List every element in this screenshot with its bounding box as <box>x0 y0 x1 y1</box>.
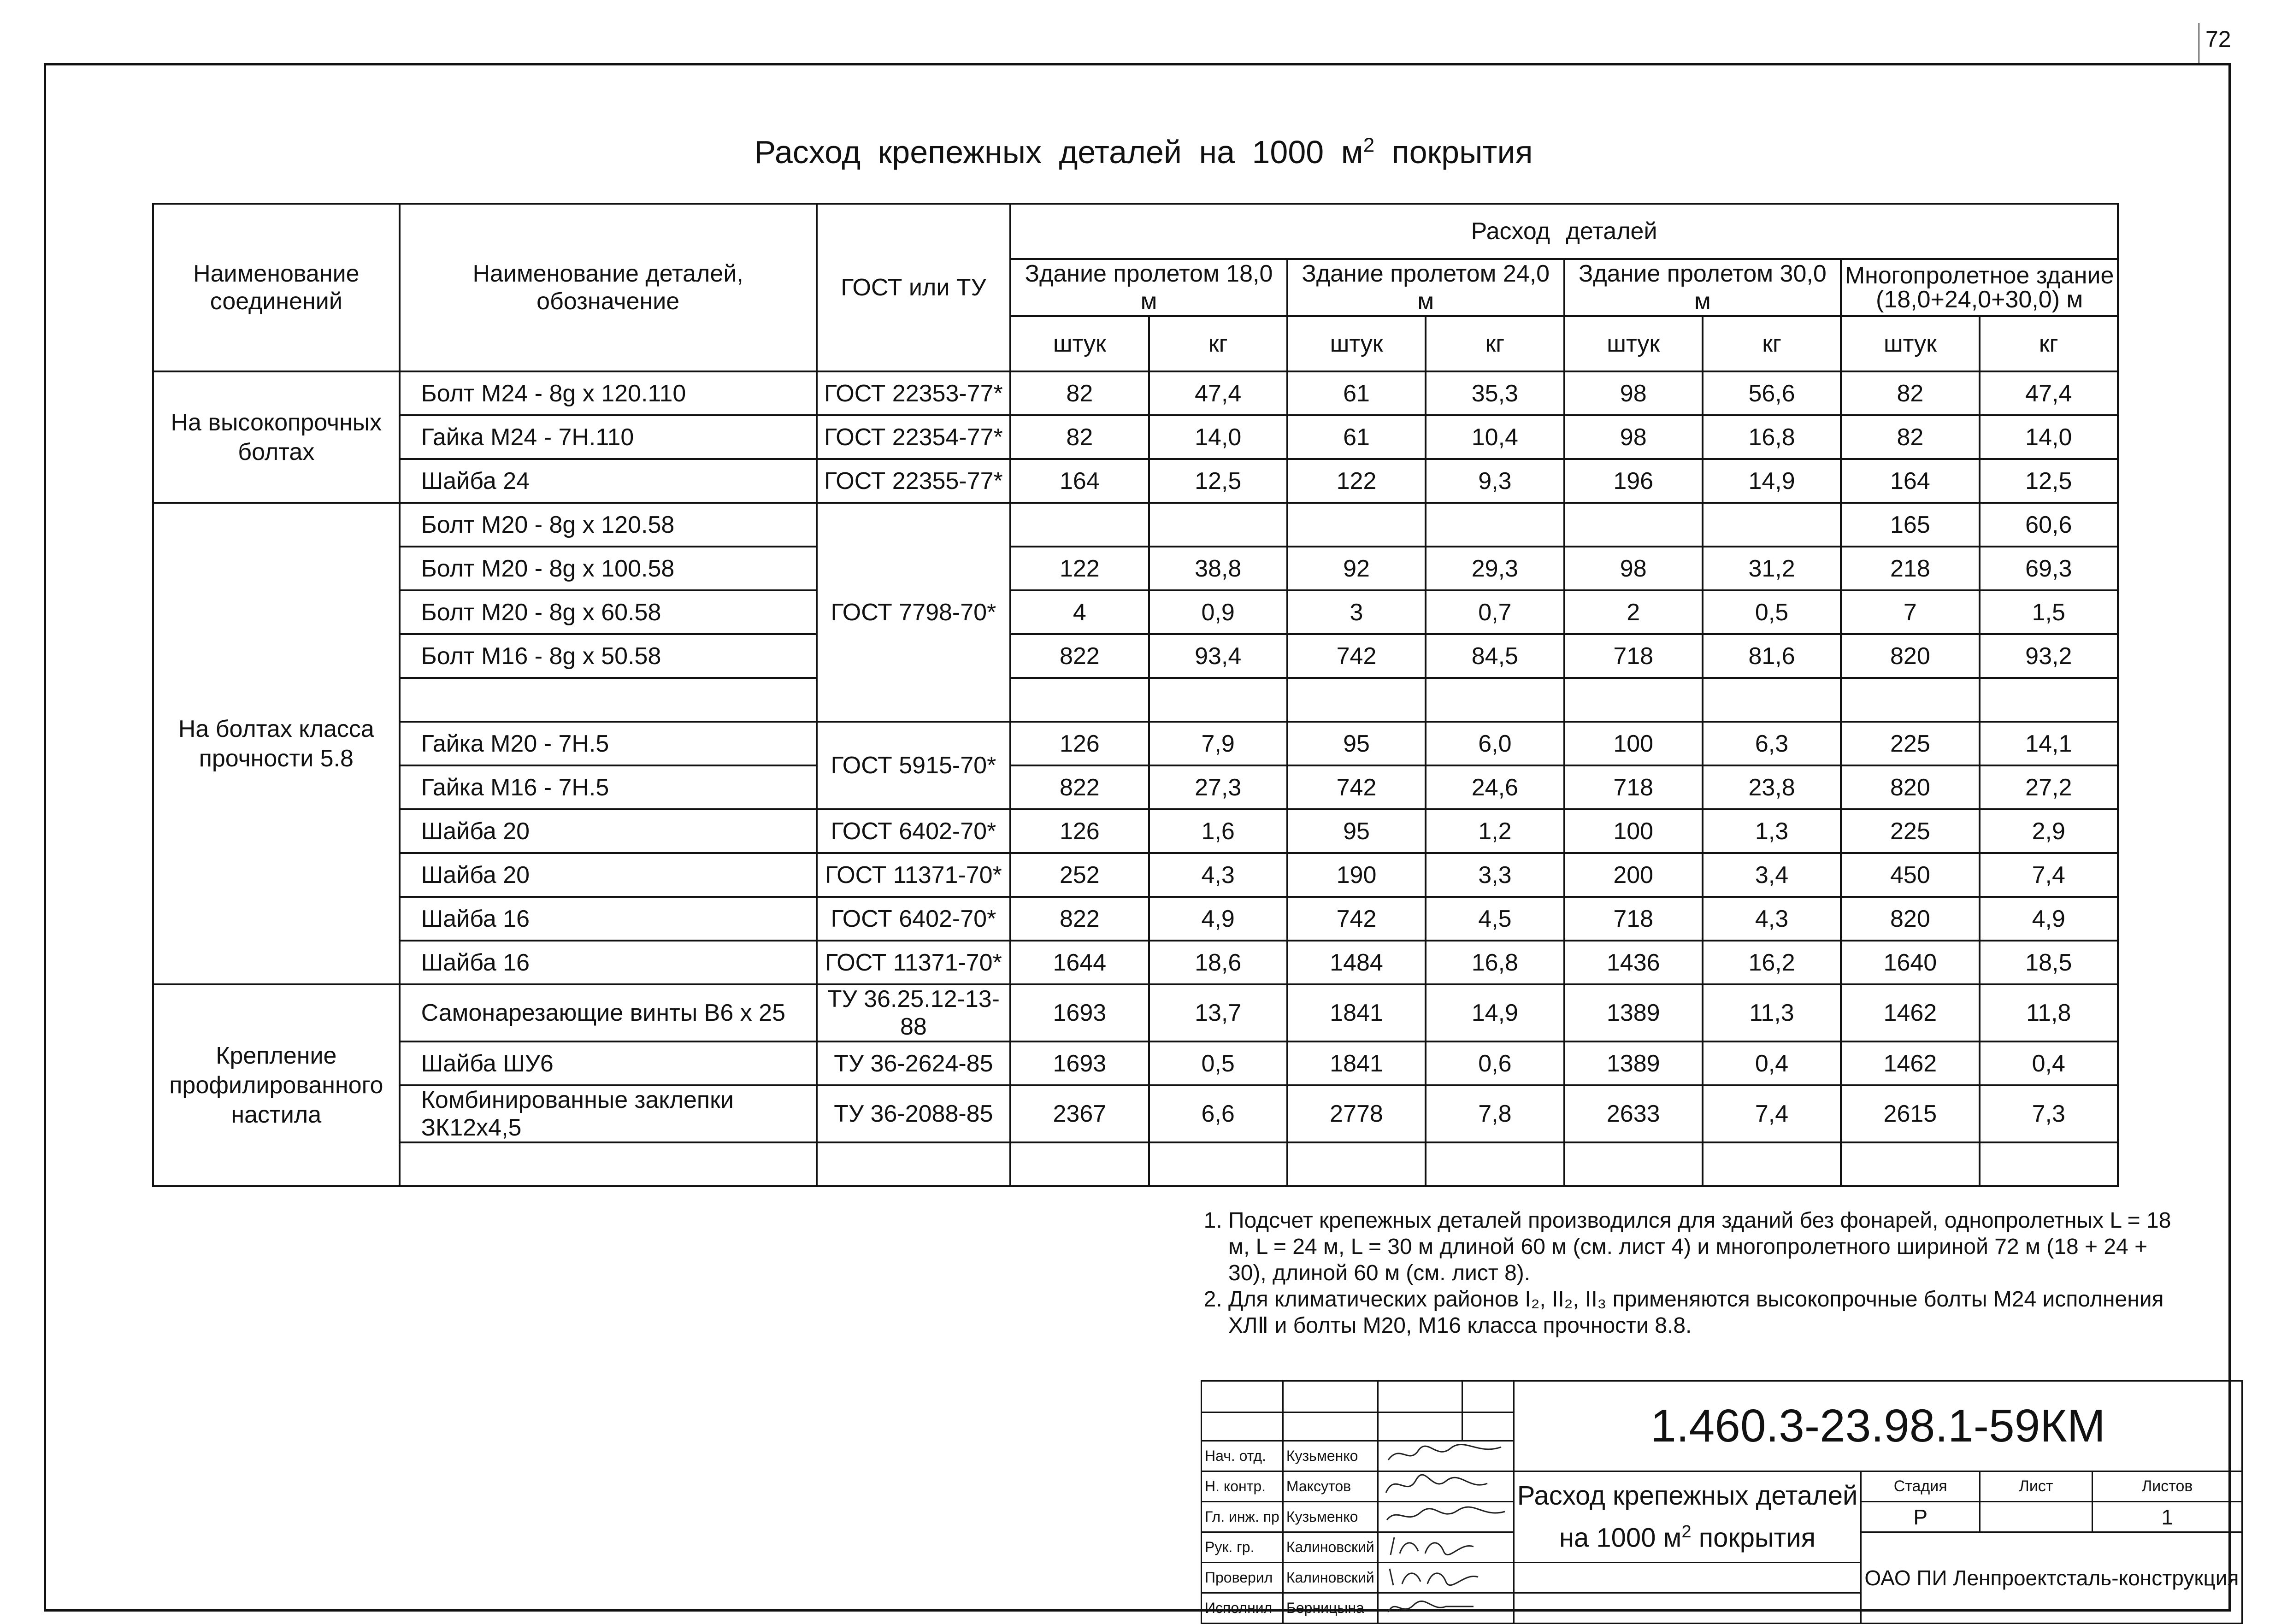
title-sup: 2 <box>1363 134 1375 157</box>
qty-pcs-cell <box>1010 678 1149 722</box>
stage-label: Стадия <box>1861 1471 1980 1502</box>
qty-pcs-cell: 1693 <box>1010 984 1149 1041</box>
mass-kg-cell: 4,9 <box>1149 897 1287 941</box>
gost-cell: ТУ 36-2624-85 <box>817 1041 1010 1085</box>
qty-pcs-cell: 1462 <box>1841 1041 1979 1085</box>
qty-pcs-cell <box>1287 503 1426 547</box>
note-item: 2. Для климатических районов I₂, II₂, II₃ применяются высокопрочные болты М24 исполнения ХЛⅡ и болты М20, М16 класса прочности 8.8. <box>1228 1286 2192 1339</box>
mass-kg-cell: 10,4 <box>1426 415 1564 459</box>
qty-pcs-cell: 1389 <box>1564 984 1703 1041</box>
fasteners-table <box>152 203 2119 1187</box>
mass-kg-cell <box>1426 503 1564 547</box>
gost-cell: ГОСТ 6402-70* <box>817 897 1010 941</box>
qty-pcs-cell: 100 <box>1564 722 1703 765</box>
signature-image <box>1378 1441 1514 1471</box>
qty-pcs-cell: 822 <box>1010 765 1149 809</box>
qty-pcs-cell: 196 <box>1564 459 1703 503</box>
qty-pcs-cell: 122 <box>1287 459 1426 503</box>
qty-pcs-cell: 218 <box>1841 547 1979 590</box>
qty-pcs-cell: 1436 <box>1564 941 1703 984</box>
qty-pcs-cell <box>1841 1142 1979 1186</box>
doc-title-line3: покрытия <box>1691 1523 1816 1553</box>
qty-pcs-cell: 225 <box>1841 722 1979 765</box>
mass-kg-cell: 6,0 <box>1426 722 1564 765</box>
qty-pcs-cell: 1484 <box>1287 941 1426 984</box>
detail-name: Шайба 20 <box>400 853 817 897</box>
table-row <box>153 853 2118 897</box>
mass-kg-cell: 1,5 <box>1980 590 2118 634</box>
qty-pcs-cell <box>1564 678 1703 722</box>
qty-pcs-cell: 225 <box>1841 809 1979 853</box>
qty-pcs-cell: 822 <box>1010 634 1149 678</box>
mass-kg-cell: 4,3 <box>1703 897 1841 941</box>
qty-pcs-cell: 126 <box>1010 722 1149 765</box>
mass-kg-cell: 93,2 <box>1980 634 2118 678</box>
title-block <box>1201 1380 2243 1624</box>
header-building-multi: Многопролетное здание (18,0+24,0+30,0) м <box>1841 259 2118 316</box>
detail-name: Гайка М24 - 7Н.110 <box>400 415 817 459</box>
qty-pcs-cell: 122 <box>1010 547 1149 590</box>
gost-cell: ГОСТ 22353-77* <box>817 371 1010 415</box>
mass-kg-cell <box>1980 1142 2118 1186</box>
qty-pcs-cell: 190 <box>1287 853 1426 897</box>
table-row <box>153 415 2118 459</box>
gost-cell: ГОСТ 11371-70* <box>817 941 1010 984</box>
mass-kg-cell <box>1703 503 1841 547</box>
table-row <box>153 459 2118 503</box>
mass-kg-cell: 14,9 <box>1426 984 1564 1041</box>
signer-name: Максутов <box>1283 1471 1378 1502</box>
signature-image <box>1378 1563 1514 1593</box>
unit-pcs: штук <box>1287 316 1426 371</box>
detail-name: Шайба ШУ6 <box>400 1041 817 1085</box>
qty-pcs-cell: 7 <box>1841 590 1979 634</box>
signer-role: Рук. гр. <box>1202 1532 1283 1563</box>
detail-name: Болт М24 - 8g x 120.110 <box>400 371 817 415</box>
signer-role: Гл. инж. пр <box>1202 1502 1283 1532</box>
mass-kg-cell: 6,3 <box>1703 722 1841 765</box>
doc-title-sup: 2 <box>1681 1522 1692 1542</box>
connection-group: Крепление профилированного настила <box>153 984 400 1186</box>
mass-kg-cell: 93,4 <box>1149 634 1287 678</box>
qty-pcs-cell: 1841 <box>1287 1041 1426 1085</box>
mass-kg-cell: 47,4 <box>1149 371 1287 415</box>
mass-kg-cell <box>1149 1142 1287 1186</box>
signature-image <box>1378 1593 1514 1624</box>
qty-pcs-cell: 820 <box>1841 634 1979 678</box>
mass-kg-cell <box>1149 503 1287 547</box>
qty-pcs-cell: 1462 <box>1841 984 1979 1041</box>
qty-pcs-cell: 2 <box>1564 590 1703 634</box>
notes <box>1201 1207 2192 1339</box>
mass-kg-cell: 12,5 <box>1980 459 2118 503</box>
signer-name: Калиновский <box>1283 1532 1378 1563</box>
table-row <box>153 1142 2118 1186</box>
gost-cell <box>817 1142 1010 1186</box>
table-row <box>153 897 2118 941</box>
mass-kg-cell: 4,5 <box>1426 897 1564 941</box>
mass-kg-cell: 18,6 <box>1149 941 1287 984</box>
qty-pcs-cell: 742 <box>1287 765 1426 809</box>
mass-kg-cell: 24,6 <box>1426 765 1564 809</box>
title-tail: покрытия <box>1391 134 1533 170</box>
sheets-value: 1 <box>2092 1502 2242 1532</box>
mass-kg-cell <box>1426 1142 1564 1186</box>
qty-pcs-cell <box>1564 503 1703 547</box>
gost-cell: ГОСТ 22355-77* <box>817 459 1010 503</box>
header-building-30: Здание пролетом 30,0 м <box>1564 259 1841 316</box>
mass-kg-cell: 69,3 <box>1980 547 2118 590</box>
table-row <box>153 809 2118 853</box>
qty-pcs-cell: 2778 <box>1287 1085 1426 1142</box>
doc-title-line2: на 1000 м <box>1559 1523 1682 1553</box>
mass-kg-cell: 6,6 <box>1149 1085 1287 1142</box>
qty-pcs-cell: 82 <box>1010 371 1149 415</box>
signer-role: Нач. отд. <box>1202 1441 1283 1471</box>
qty-pcs-cell: 61 <box>1287 371 1426 415</box>
mass-kg-cell: 27,3 <box>1149 765 1287 809</box>
qty-pcs-cell <box>1010 1142 1149 1186</box>
mass-kg-cell: 60,6 <box>1980 503 2118 547</box>
table-row <box>153 765 2118 809</box>
mass-kg-cell <box>1149 678 1287 722</box>
qty-pcs-cell: 822 <box>1010 897 1149 941</box>
unit-pcs: штук <box>1841 316 1979 371</box>
header-building-24: Здание пролетом 24,0 м <box>1287 259 1564 316</box>
table-row <box>153 547 2118 590</box>
table-row <box>153 984 2118 1041</box>
mass-kg-cell: 4,9 <box>1980 897 2118 941</box>
signer-role: Исполнил <box>1202 1593 1283 1624</box>
qty-pcs-cell: 1644 <box>1010 941 1149 984</box>
unit-pcs: штук <box>1010 316 1149 371</box>
qty-pcs-cell <box>1564 1142 1703 1186</box>
table-row <box>153 590 2118 634</box>
table-row <box>153 1085 2118 1142</box>
mass-kg-cell <box>1980 678 2118 722</box>
mass-kg-cell: 0,9 <box>1149 590 1287 634</box>
mass-kg-cell <box>1426 678 1564 722</box>
qty-pcs-cell: 98 <box>1564 415 1703 459</box>
qty-pcs-cell: 82 <box>1841 371 1979 415</box>
detail-name: Самонарезающие винты В6 x 25 <box>400 984 817 1041</box>
mass-kg-cell: 0,7 <box>1426 590 1564 634</box>
qty-pcs-cell: 100 <box>1564 809 1703 853</box>
mass-kg-cell: 1,2 <box>1426 809 1564 853</box>
table-row <box>153 1041 2118 1085</box>
mass-kg-cell: 0,5 <box>1149 1041 1287 1085</box>
qty-pcs-cell: 4 <box>1010 590 1149 634</box>
qty-pcs-cell: 718 <box>1564 765 1703 809</box>
qty-pcs-cell: 742 <box>1287 897 1426 941</box>
detail-name: Шайба 24 <box>400 459 817 503</box>
qty-pcs-cell: 1389 <box>1564 1041 1703 1085</box>
mass-kg-cell: 1,6 <box>1149 809 1287 853</box>
stage-value: Р <box>1861 1502 1980 1532</box>
mass-kg-cell: 0,4 <box>1980 1041 2118 1085</box>
qty-pcs-cell: 1693 <box>1010 1041 1149 1085</box>
mass-kg-cell: 1,3 <box>1703 809 1841 853</box>
detail-name: Болт М20 - 8g x 120.58 <box>400 503 817 547</box>
page-title <box>0 134 2287 171</box>
qty-pcs-cell: 164 <box>1841 459 1979 503</box>
unit-pcs: штук <box>1564 316 1703 371</box>
gost-cell: ГОСТ 5915-70* <box>817 722 1010 809</box>
table-row <box>153 634 2118 678</box>
unit-kg: кг <box>1703 316 1841 371</box>
mass-kg-cell: 38,8 <box>1149 547 1287 590</box>
qty-pcs-cell: 164 <box>1010 459 1149 503</box>
unit-kg: кг <box>1149 316 1287 371</box>
mass-kg-cell <box>1703 1142 1841 1186</box>
mass-kg-cell: 23,8 <box>1703 765 1841 809</box>
qty-pcs-cell: 3 <box>1287 590 1426 634</box>
title-main: Расход крепежных деталей на 1000 м <box>754 134 1363 170</box>
unit-kg: кг <box>1426 316 1564 371</box>
connection-group: На высокопрочных болтах <box>153 371 400 503</box>
qty-pcs-cell: 98 <box>1564 371 1703 415</box>
mass-kg-cell: 81,6 <box>1703 634 1841 678</box>
mass-kg-cell: 11,8 <box>1980 984 2118 1041</box>
qty-pcs-cell: 450 <box>1841 853 1979 897</box>
header-building-18: Здание пролетом 18,0 м <box>1010 259 1287 316</box>
qty-pcs-cell: 126 <box>1010 809 1149 853</box>
gost-cell: ГОСТ 6402-70* <box>817 809 1010 853</box>
mass-kg-cell: 14,1 <box>1980 722 2118 765</box>
unit-kg: кг <box>1980 316 2118 371</box>
qty-pcs-cell: 2633 <box>1564 1085 1703 1142</box>
qty-pcs-cell: 95 <box>1287 809 1426 853</box>
mass-kg-cell: 12,5 <box>1149 459 1287 503</box>
detail-name <box>400 1142 817 1186</box>
mass-kg-cell: 7,9 <box>1149 722 1287 765</box>
table-row <box>153 371 2118 415</box>
qty-pcs-cell <box>1841 678 1979 722</box>
sheets-label: Листов <box>2092 1471 2242 1502</box>
mass-kg-cell: 27,2 <box>1980 765 2118 809</box>
table-row <box>153 503 2118 547</box>
document-title <box>1514 1471 1861 1563</box>
detail-name: Комбинированные заклепки ЗК12x4,5 <box>400 1085 817 1142</box>
connection-group: На болтах класса прочности 5.8 <box>153 503 400 984</box>
detail-name: Гайка М16 - 7Н.5 <box>400 765 817 809</box>
signature-image <box>1378 1502 1514 1532</box>
qty-pcs-cell: 742 <box>1287 634 1426 678</box>
qty-pcs-cell: 718 <box>1564 634 1703 678</box>
mass-kg-cell: 29,3 <box>1426 547 1564 590</box>
detail-name: Болт М20 - 8g x 100.58 <box>400 547 817 590</box>
detail-name: Шайба 20 <box>400 809 817 853</box>
signer-name: Кузьменко <box>1283 1441 1378 1471</box>
signer-name: Кузьменко <box>1283 1502 1378 1532</box>
mass-kg-cell: 9,3 <box>1426 459 1564 503</box>
mass-kg-cell: 3,3 <box>1426 853 1564 897</box>
mass-kg-cell: 7,3 <box>1980 1085 2118 1142</box>
qty-pcs-cell: 165 <box>1841 503 1979 547</box>
signer-name: Калиновский <box>1283 1563 1378 1593</box>
detail-name: Шайба 16 <box>400 941 817 984</box>
qty-pcs-cell: 820 <box>1841 765 1979 809</box>
qty-pcs-cell: 92 <box>1287 547 1426 590</box>
qty-pcs-cell: 98 <box>1564 547 1703 590</box>
mass-kg-cell: 7,8 <box>1426 1085 1564 1142</box>
mass-kg-cell: 11,3 <box>1703 984 1841 1041</box>
mass-kg-cell: 14,0 <box>1980 415 2118 459</box>
gost-cell: ГОСТ 11371-70* <box>817 853 1010 897</box>
mass-kg-cell: 84,5 <box>1426 634 1564 678</box>
document-code: 1.460.3-23.98.1-59КМ <box>1514 1381 2242 1471</box>
qty-pcs-cell: 2615 <box>1841 1085 1979 1142</box>
table-row <box>153 722 2118 765</box>
qty-pcs-cell: 61 <box>1287 415 1426 459</box>
mass-kg-cell: 7,4 <box>1980 853 2118 897</box>
organization: ОАО ПИ Ленпроектсталь-конструкция <box>1861 1532 2242 1624</box>
mass-kg-cell: 14,9 <box>1703 459 1841 503</box>
mass-kg-cell: 0,5 <box>1703 590 1841 634</box>
mass-kg-cell: 56,6 <box>1703 371 1841 415</box>
qty-pcs-cell: 1640 <box>1841 941 1979 984</box>
mass-kg-cell: 0,6 <box>1426 1041 1564 1085</box>
mass-kg-cell: 0,4 <box>1703 1041 1841 1085</box>
header-consumption: Расход деталей <box>1010 204 2118 259</box>
sheet-value <box>1980 1502 2092 1532</box>
detail-name: Шайба 16 <box>400 897 817 941</box>
header-details: Наименование деталей, обозначение <box>400 204 817 371</box>
note-item: 1. Подсчет крепежных деталей производился для зданий без фонарей, однопролетных L = 18 м, L = 24 м, L = 30 м длиной 60 м (см. лист 4) и многопролетного шириной 72 м (18 + 24 + 30), длиной 60 м (см. лист 8). <box>1228 1207 2192 1286</box>
mass-kg-cell: 7,4 <box>1703 1085 1841 1142</box>
signer-role: Проверил <box>1202 1563 1283 1593</box>
table-row <box>153 941 2118 984</box>
mass-kg-cell: 3,4 <box>1703 853 1841 897</box>
signature-image <box>1378 1471 1514 1502</box>
sheet-label: Лист <box>1980 1471 2092 1502</box>
mass-kg-cell: 4,3 <box>1149 853 1287 897</box>
qty-pcs-cell: 2367 <box>1010 1085 1149 1142</box>
table-row <box>153 678 2118 722</box>
qty-pcs-cell <box>1287 1142 1426 1186</box>
header-gost: ГОСТ или ТУ <box>817 204 1010 371</box>
signature-image <box>1378 1532 1514 1563</box>
mass-kg-cell: 16,8 <box>1703 415 1841 459</box>
detail-name: Болт М16 - 8g x 50.58 <box>400 634 817 678</box>
mass-kg-cell: 47,4 <box>1980 371 2118 415</box>
qty-pcs-cell: 82 <box>1010 415 1149 459</box>
detail-name: Гайка М20 - 7Н.5 <box>400 722 817 765</box>
mass-kg-cell: 31,2 <box>1703 547 1841 590</box>
qty-pcs-cell: 82 <box>1841 415 1979 459</box>
mass-kg-cell <box>1703 678 1841 722</box>
header-connection: Наименование соединений <box>153 204 400 371</box>
qty-pcs-cell: 718 <box>1564 897 1703 941</box>
gost-cell: ГОСТ 22354-77* <box>817 415 1010 459</box>
qty-pcs-cell: 252 <box>1010 853 1149 897</box>
mass-kg-cell: 14,0 <box>1149 415 1287 459</box>
mass-kg-cell: 35,3 <box>1426 371 1564 415</box>
detail-name <box>400 678 817 722</box>
mass-kg-cell: 13,7 <box>1149 984 1287 1041</box>
gost-cell: ГОСТ 7798-70* <box>817 503 1010 722</box>
qty-pcs-cell <box>1287 678 1426 722</box>
doc-title-line1: Расход крепежных деталей <box>1517 1480 1858 1511</box>
qty-pcs-cell: 1841 <box>1287 984 1426 1041</box>
qty-pcs-cell <box>1010 503 1149 547</box>
gost-cell: ТУ 36.25.12-13-88 <box>817 984 1010 1041</box>
mass-kg-cell: 2,9 <box>1980 809 2118 853</box>
signer-name: Берницына <box>1283 1593 1378 1624</box>
detail-name: Болт М20 - 8g x 60.58 <box>400 590 817 634</box>
qty-pcs-cell: 95 <box>1287 722 1426 765</box>
gost-cell: ТУ 36-2088-85 <box>817 1085 1010 1142</box>
page-number: 72 <box>2205 26 2231 52</box>
mass-kg-cell: 16,2 <box>1703 941 1841 984</box>
qty-pcs-cell: 200 <box>1564 853 1703 897</box>
mass-kg-cell: 18,5 <box>1980 941 2118 984</box>
qty-pcs-cell: 820 <box>1841 897 1979 941</box>
mass-kg-cell: 16,8 <box>1426 941 1564 984</box>
signer-role: Н. контр. <box>1202 1471 1283 1502</box>
